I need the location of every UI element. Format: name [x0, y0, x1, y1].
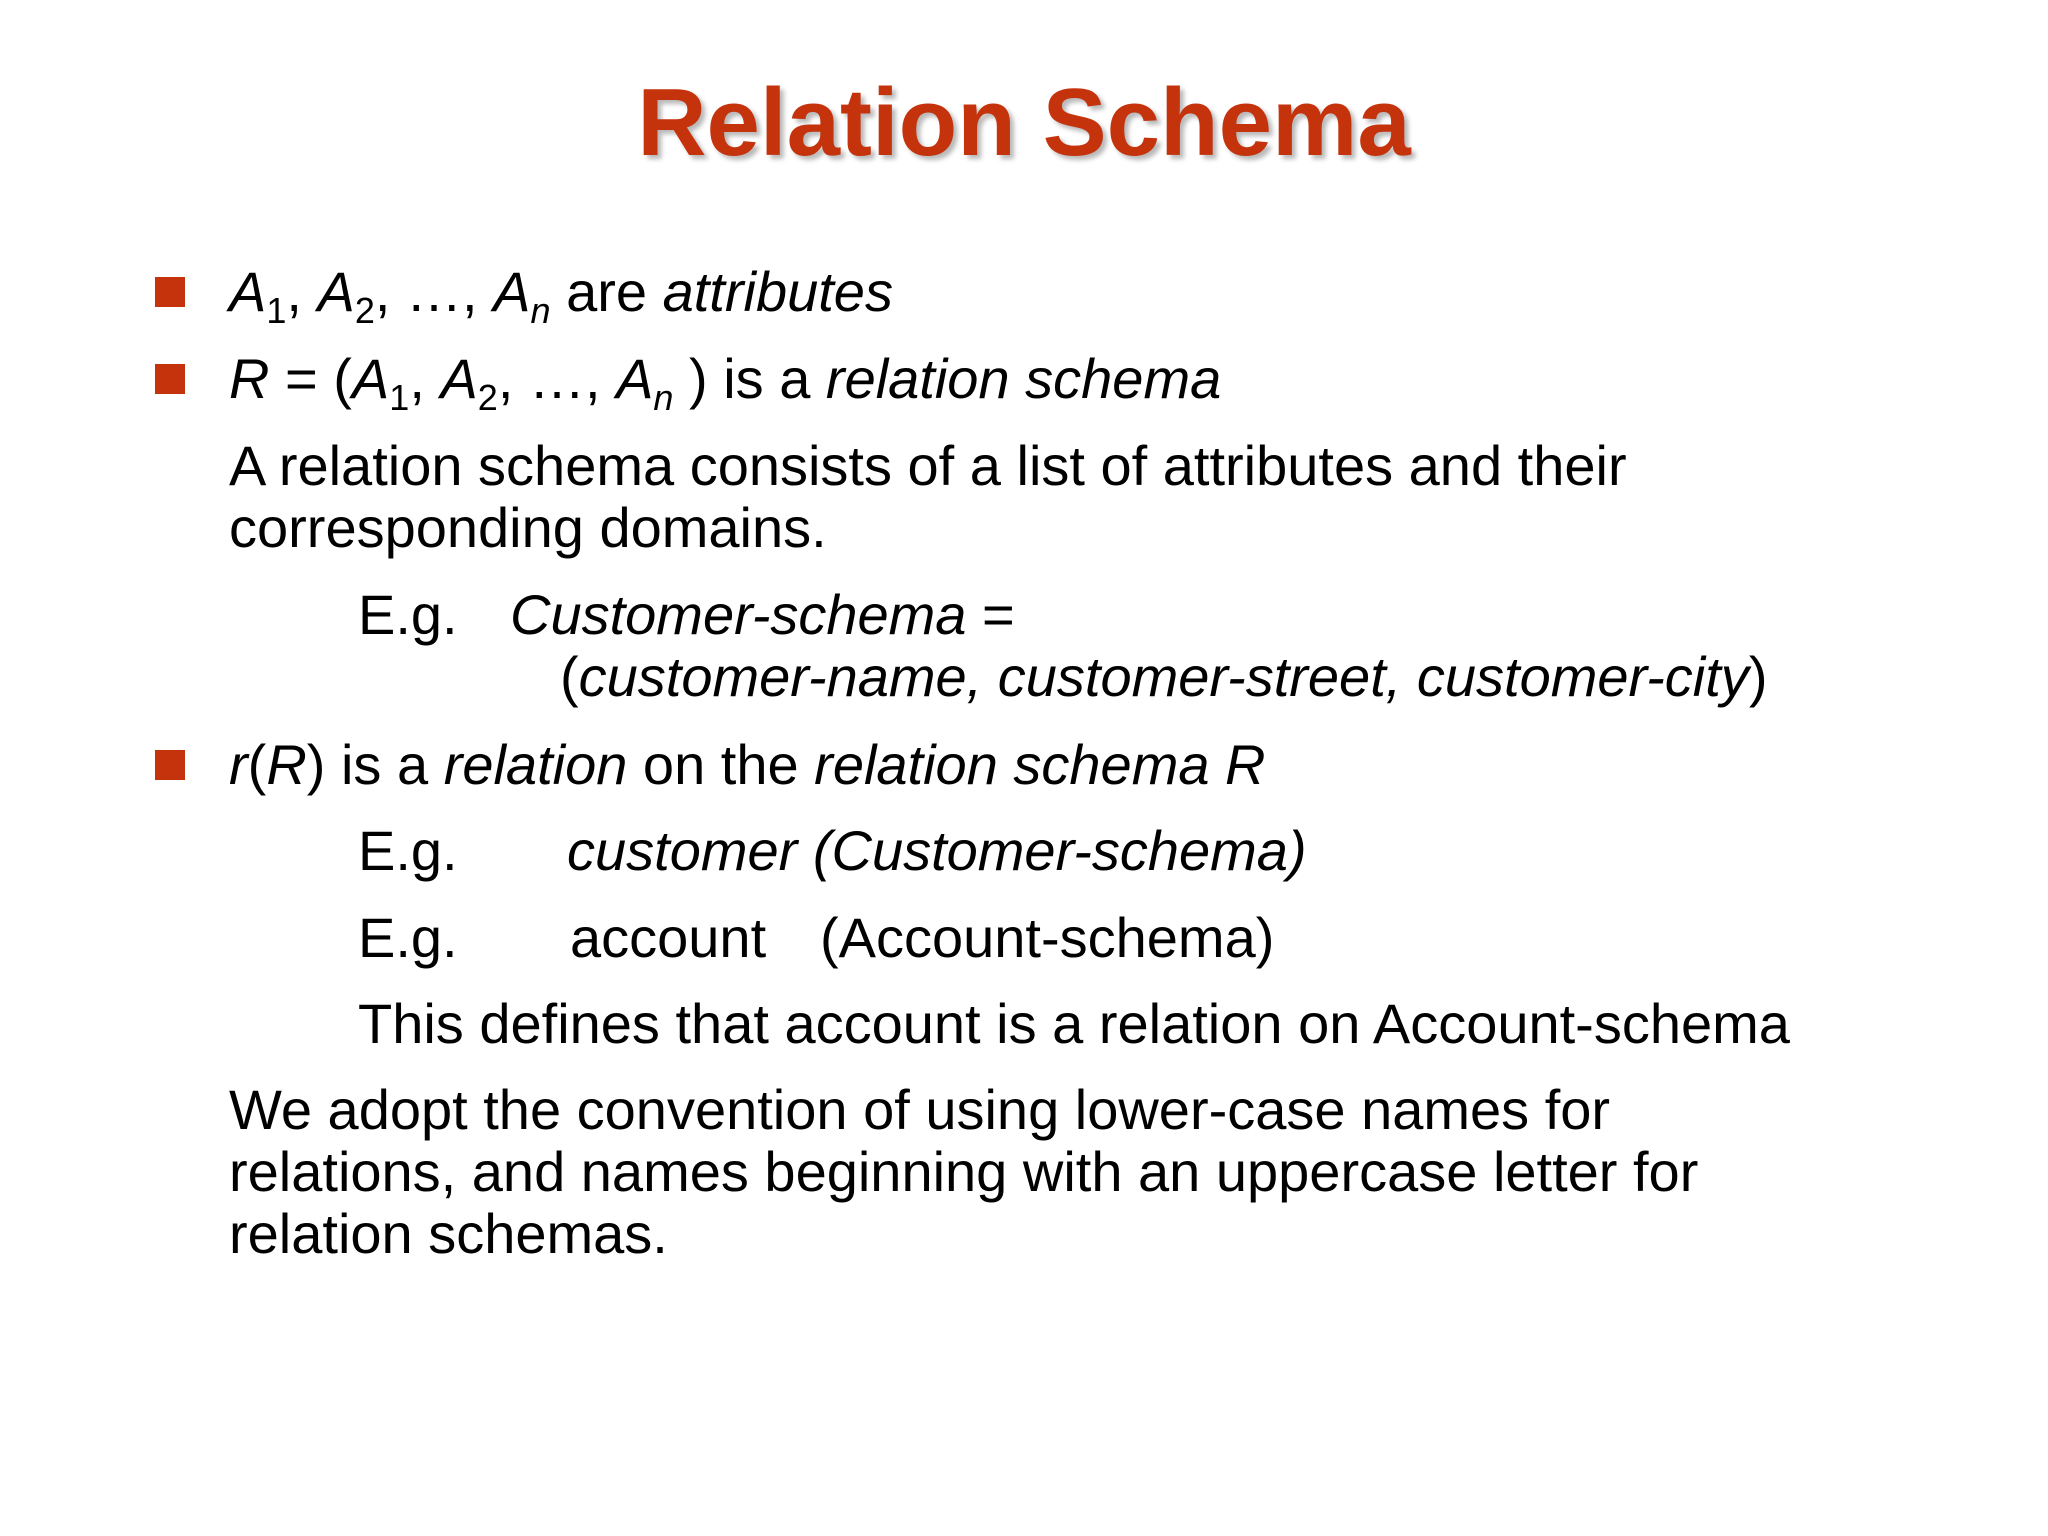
bullet-marker-2	[155, 364, 185, 394]
bullet-marker-3	[155, 750, 185, 780]
example-3-schema: (Account-schema)	[820, 906, 1275, 969]
example-2-text: customer (Customer-schema)	[567, 819, 1307, 882]
bullet-2-text: $R = (A_1$, $A_2$, …, $A_n$ ) is a relation schema	[229, 347, 1222, 418]
example-1-label: E.g.	[358, 583, 458, 646]
bullet-3-text: r(R) is a relation on the relation schema R	[229, 733, 1266, 796]
bullet-1-text: $A_1$, $A_2$, …, $A_n$ are attributes	[229, 260, 893, 331]
example-3-label: E.g.	[358, 906, 458, 969]
slide-title: Relation Schema	[637, 69, 1411, 176]
naming-convention-paragraph: We adopt the convention of using lower-case names for relations, and names beginning with an uppercase letter for relation schemas.	[229, 1078, 1699, 1265]
example-3-name: account	[570, 906, 767, 969]
example-1-attributes: (customer-name, customer-street, customer-city)	[560, 645, 1768, 708]
schema-definition-paragraph: A relation schema consists of a list of attributes and their corresponding domains.	[229, 434, 1627, 559]
example-2-label: E.g.	[358, 819, 458, 882]
example-1-lhs: Customer-schema =	[510, 583, 1015, 646]
bullet-marker-1	[155, 277, 185, 307]
account-definition-note: This defines that account is a relation on Account-schema	[358, 992, 1790, 1055]
